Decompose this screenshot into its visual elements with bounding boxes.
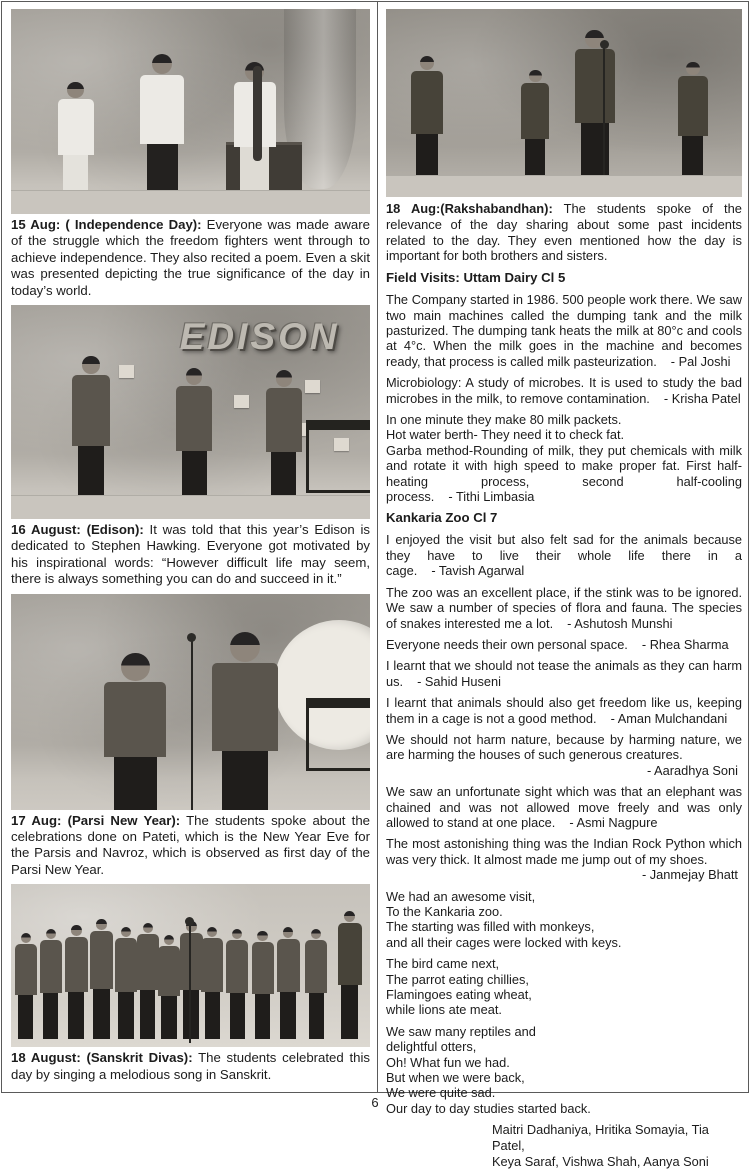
student-figure — [252, 931, 274, 1039]
zoo-quote — [386, 637, 742, 652]
caption-rakshabandhan — [386, 201, 742, 264]
quote-author: - Sahid Huseni — [417, 673, 502, 689]
quote-author: - Rhea Sharma — [641, 636, 729, 652]
poem-authors — [386, 1122, 742, 1169]
note-author: - Pal Joshi — [670, 353, 731, 369]
quote-author: - Aaradhya Soni — [646, 762, 738, 778]
note-author: - Krisha Patel — [663, 390, 741, 406]
student-figure — [575, 30, 615, 188]
poem-line: Oh! What fun we had. — [386, 1054, 510, 1070]
quote-author: - Janmejay Bhatt — [641, 867, 738, 883]
caption-text: It was told that this year’s Edison is dedicated to Stephen Hawking. Everyone got motivated by his inspirational words: “However difficult life may seem, there is always something you can do and succeed in it.” — [11, 522, 371, 587]
student-figure — [158, 935, 180, 1039]
photo-edison — [11, 305, 370, 519]
page-number: 6 — [371, 1095, 379, 1110]
edison-graffiti-text: EDISON — [179, 315, 340, 357]
wall-paper-note — [119, 365, 134, 378]
poem-line: Flamingoes eating wheat, — [386, 987, 532, 1003]
note-text: The Company started in 1986. 500 people work there. We saw two main machines called the dumping tank and the milk pasturized. The dumping tank heats the milk at 80°c and cools at 4°c. When the milk goes in the machine and becomes ready, that process is called milk pasteurization. — [386, 292, 742, 369]
note-line: Hot water berth- They need it to check fat. — [386, 427, 625, 443]
caption-parsi-new-year — [11, 813, 370, 879]
student-figure — [338, 911, 362, 1039]
floor — [386, 175, 742, 197]
student-figure — [40, 929, 62, 1039]
caption-independence-day — [11, 217, 370, 299]
caption-text: The students spoke about the celebrations done on Pateti, which is the New Year Eve for the Parsis and Navroz, which is observed as first day of the Parsi New Year. — [11, 812, 370, 877]
zoo-quote — [386, 658, 742, 689]
caption-sanskrit-divas — [11, 1050, 370, 1083]
poem-line: But when we were back, — [386, 1070, 525, 1086]
note-author: - Tithi Limbasia — [448, 489, 535, 505]
student-figure — [521, 70, 549, 188]
student-figure — [115, 927, 137, 1039]
note-text-block — [386, 443, 742, 505]
poem-line: We were quite sad. — [386, 1085, 496, 1101]
zoo-quote — [386, 695, 742, 726]
poem-stanza — [386, 956, 742, 1018]
student-figure — [226, 929, 248, 1039]
newsletter-page — [1, 1, 749, 1169]
quote-text: I learnt that animals should also get freedom like us, keeping them in a cage is not a good method. — [386, 695, 742, 726]
photo-rakshabandhan — [386, 9, 742, 197]
caption-date: 18 Aug:(Rakshabandhan): — [386, 201, 553, 216]
poem-authors-line: Keya Saraf, Vishwa Shah, Aanya Soni — [492, 1153, 709, 1169]
microphone-stand — [191, 641, 193, 809]
scarf-shape — [253, 66, 262, 161]
quote-text: Everyone needs their own personal space. — [386, 636, 628, 652]
field-visit-note — [386, 292, 742, 369]
student-figure — [90, 919, 113, 1039]
photo-sanskrit-divas — [11, 884, 370, 1047]
caption-date: 18 August: (Sanskrit Divas): — [11, 1050, 193, 1066]
quote-author: - Aman Mulchandani — [610, 710, 728, 726]
field-visit-note — [386, 375, 742, 406]
poem-authors-line: Maitri Dadhaniya, Hritika Somayia, Tia Patel, — [492, 1122, 709, 1154]
field-visit-note — [386, 412, 742, 504]
note-text: Garba method-Rounding of milk, they put chemicals with milk and rotate it with high speed to make proper fat. First half-heating process, second half-cooling process. — [386, 442, 742, 505]
zoo-quote — [386, 836, 742, 867]
poem-line: The starting was filled with monkeys, — [386, 919, 595, 935]
table-shape — [306, 420, 370, 493]
poem-line: To the Kankaria zoo. — [386, 904, 503, 919]
student-figure — [15, 933, 37, 1039]
caption-text: The students celebrated this day by singing a melodious song in Sanskrit. — [11, 1050, 370, 1082]
poem-line: The parrot eating chillies, — [386, 971, 529, 987]
quote-text: The most astonishing thing was the Indian Rock Python which was very thick. It almost made me jump out of my shoes. — [386, 836, 742, 867]
poem-line: while lions ate meat. — [386, 1002, 502, 1018]
quote-author: - Ashutosh Munshi — [567, 615, 673, 631]
table-shape — [306, 698, 370, 771]
caption-date: 15 Aug: ( Independence Day): — [11, 217, 202, 232]
student-figure — [678, 62, 708, 188]
photo-independence-day — [11, 9, 370, 214]
zoo-quote — [386, 732, 742, 763]
right-column — [377, 2, 748, 1169]
quote-author: - Tavish Agarwal — [431, 563, 525, 579]
poem-line: and all their cages were locked with keys. — [386, 934, 622, 950]
note-text: Microbiology: A study of microbes. It is used to study the bad microbes in the milk, to remove contamination. — [386, 375, 742, 406]
student-figure — [72, 356, 110, 508]
student-figure — [140, 54, 184, 204]
student-figure — [176, 368, 212, 508]
quote-text: I enjoyed the visit but also felt sad for the animals because they have to live their whole life there in a cage. — [386, 532, 742, 579]
floor — [11, 190, 370, 214]
quote-text: We should not harm nature, because by harming nature, we are harming the houses of such generous creatures. — [386, 731, 742, 763]
poem-stanza — [386, 889, 742, 951]
quote-text: I learnt that we should not tease the animals as they can harm us. — [386, 658, 742, 689]
poem-line: The bird came next, — [386, 956, 500, 972]
poem-line: We had an awesome visit, — [386, 888, 536, 904]
poem-line: Our day to day studies started back. — [386, 1100, 591, 1116]
student-figure — [212, 632, 278, 810]
student-figure — [277, 927, 300, 1039]
zoo-quote — [386, 532, 742, 578]
student-figure — [58, 82, 94, 204]
caption-date: 17 Aug: (Parsi New Year): — [11, 812, 181, 828]
left-column — [2, 2, 377, 1092]
student-figure — [201, 927, 223, 1039]
caption-text: Everyone was made aware of the struggle which the freedom fighters went through to achieve independence. They also recited a poem. Even a skit was presented depicting the true significance of the day in today’s world. — [11, 217, 370, 298]
student-figure — [65, 925, 88, 1039]
student-figure — [137, 923, 159, 1039]
photo-parsi-new-year — [11, 594, 370, 810]
zoo-quote — [386, 784, 742, 830]
caption-date: 16 August: (Edison): — [11, 522, 144, 538]
heading-kankaria-zoo: Kankaria Zoo Cl 7 — [386, 510, 498, 526]
microphone-stand — [189, 925, 191, 1043]
heading-field-visits: Field Visits: Uttam Dairy Cl 5 — [386, 270, 566, 286]
quote-author: - Asmi Nagpure — [569, 814, 658, 830]
student-figure — [305, 929, 327, 1039]
quote-text: The zoo was an excellent place, if the stink was to be ignored. We saw a number of species of flora and fauna. The species of snakes interested me a lot. — [386, 584, 742, 631]
student-figure — [104, 653, 166, 810]
student-figure — [180, 921, 203, 1039]
student-figure — [266, 370, 302, 508]
student-figure — [411, 56, 443, 188]
poem-line: delightful otters, — [386, 1039, 477, 1055]
quote-text: We saw an unfortunate sight which was that an elephant was chained and was not allowed move freely and was only allowed to stand at one place. — [386, 784, 742, 830]
poem-line: We saw many reptiles and — [386, 1023, 536, 1039]
microphone-stand — [603, 48, 605, 194]
note-line: In one minute they make 80 milk packets. — [386, 412, 622, 428]
wall-paper-note — [305, 380, 320, 393]
caption-edison — [11, 522, 370, 588]
caption-text: The students spoke of the relevance of the day sharing about some past incidents related to the day. They even mentioned how the day is important for both brothers and sisters. — [386, 201, 742, 264]
wall-paper-note — [234, 395, 249, 408]
zoo-quote — [386, 585, 742, 631]
floor — [11, 495, 370, 520]
